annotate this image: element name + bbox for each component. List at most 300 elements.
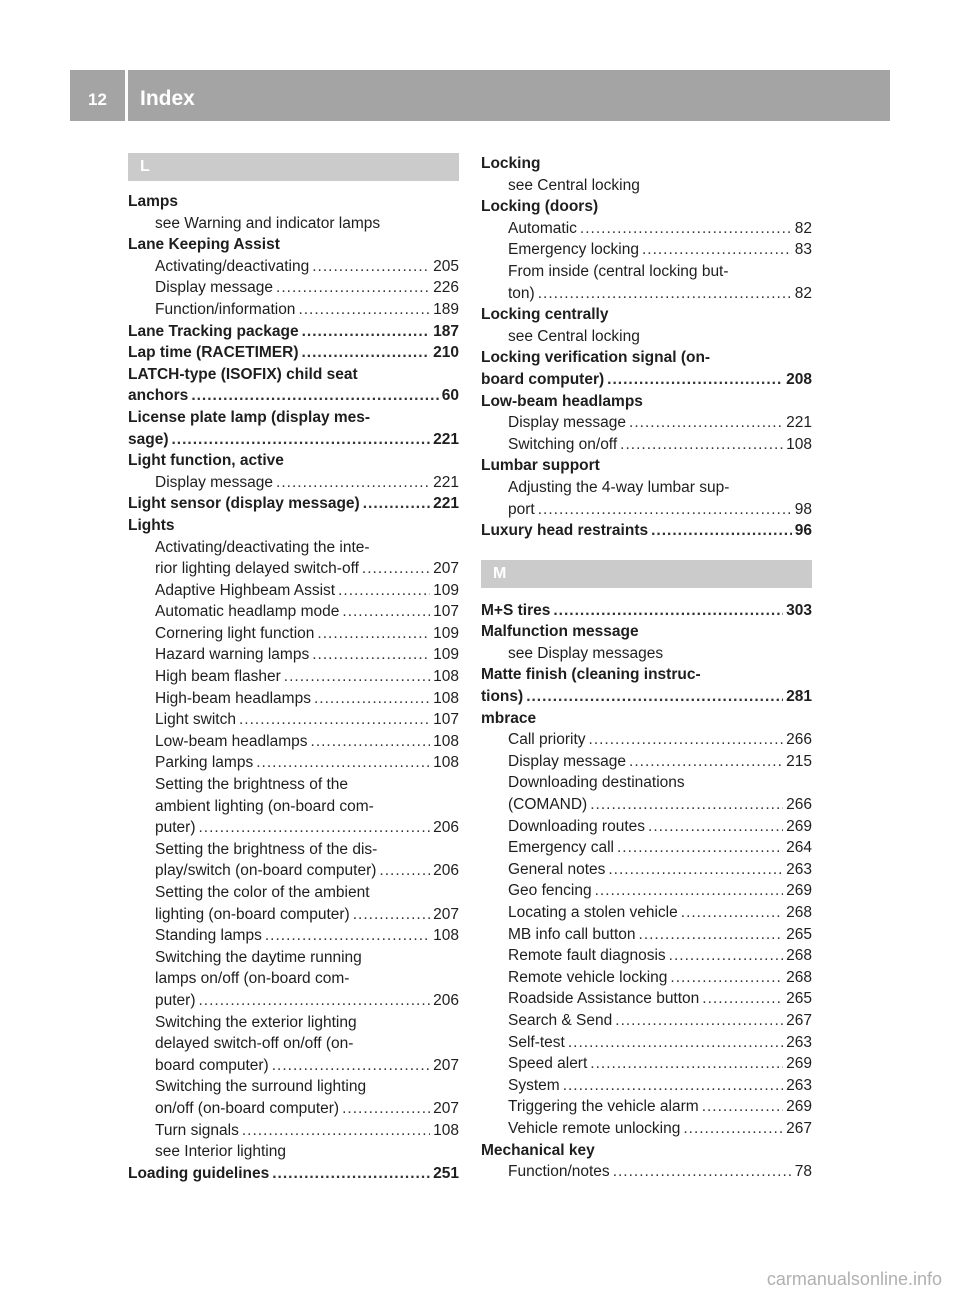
index-subentry [128,774,459,796]
entry-text: Lane Tracking package [128,322,299,340]
index-subentry [128,1076,459,1098]
entry-text: From inside (central locking but- [508,262,729,280]
entry-text: Setting the brightness of the [155,776,349,794]
entry-text: see Interior lighting [155,1143,286,1161]
index-subentry [128,925,459,947]
index-subentry [481,924,812,946]
leader-dots [589,729,784,751]
index-subentry [128,796,459,818]
entry-text: Cornering light function [155,624,315,642]
page-reference: 108 [433,927,459,945]
entry-text: on/off (on-board computer) [155,1099,340,1117]
entry-text: board computer) [155,1056,269,1074]
entry-text: Low-beam headlamps [155,732,308,750]
index-subentry [481,175,812,197]
entry-text: Switching the surround lighting [155,1078,367,1096]
index-subentry [128,1012,459,1034]
entry-text: Light sensor (display message) [128,495,360,513]
entry-text: Function/information [155,300,296,318]
index-subentry [481,261,812,283]
index-subentry [481,1032,812,1054]
index-subentry [481,412,812,434]
page-reference: 82 [794,284,812,302]
entry-text: Loading guidelines [128,1164,270,1182]
index-subentry [128,558,459,580]
page-reference: 208 [786,370,812,388]
page-reference: 98 [794,500,812,518]
leader-dots [199,817,431,839]
index-entry [481,1140,812,1162]
page-reference: 109 [433,624,459,642]
index-subentry [128,709,459,731]
leader-dots [256,752,430,774]
entry-text: see Central locking [508,176,640,194]
entry-text: Setting the color of the ambient [155,884,370,901]
index-subentry [481,837,812,859]
index-entry [128,429,459,451]
leader-dots [312,644,430,666]
page-reference: 189 [433,300,459,318]
page-reference: 96 [794,522,812,540]
leader-dots [311,731,431,753]
page-reference: 221 [786,414,812,432]
index-subentry [481,880,812,902]
entry-text: Geo fencing [508,882,592,900]
leader-dots [272,1163,430,1185]
page-reference: 108 [433,754,459,772]
page-reference: 207 [433,1099,459,1117]
index-subentry [128,904,459,926]
index-subentry [481,967,812,989]
page-reference: 263 [786,1076,812,1094]
index-entry [481,455,812,477]
index-entry [128,191,459,213]
entry-text: Automatic [508,219,577,237]
index-subentry [128,472,459,494]
index-entry [481,520,812,542]
leader-dots [590,794,783,816]
index-subentry [481,499,812,521]
entry-text: Locking centrally [481,306,609,324]
index-subentry [128,277,459,299]
index-subentry [481,434,812,456]
index-subentry [128,601,459,623]
page-reference: 82 [794,219,812,237]
page-reference: 266 [786,796,812,814]
index-entry [481,600,812,622]
index-subentry [128,256,459,278]
entry-text: Activating/deactivating the inte- [155,538,370,556]
entry-text: Lane Keeping Assist [128,236,280,254]
leader-dots [613,1161,792,1183]
entry-text: System [508,1076,560,1094]
entry-text: puter) [155,991,196,1009]
entry-text: Remote vehicle locking [508,968,668,986]
leader-dots [595,880,784,902]
index-subentry [481,945,812,967]
page-reference: 267 [786,1011,812,1029]
leader-dots [242,1120,430,1142]
index-column-left [128,153,459,1184]
leader-dots [681,902,783,924]
leader-dots [191,385,438,407]
page-reference: 303 [786,601,812,619]
index-entry [128,450,459,472]
leader-dots [702,1096,783,1118]
page-reference: 205 [433,257,459,275]
index-entry [481,196,812,218]
index-entry [128,407,459,429]
index-entry [481,347,812,369]
entry-text: Lumbar support [481,457,600,475]
leader-dots [362,558,430,580]
entry-text: Display message [155,473,274,491]
index-entry [128,364,459,386]
leader-dots [615,1010,783,1032]
page-reference: 215 [786,752,812,770]
entry-text: play/switch (on-board computer) [155,862,377,880]
entry-text: High beam flasher [155,668,281,686]
entry-text: Luxury head restraints [481,522,649,540]
entry-text: rior lighting delayed switch-off [155,560,359,578]
page-reference: 107 [433,711,459,729]
page-reference: 108 [433,732,459,750]
entry-text: License plate lamp (display mes- [128,408,371,426]
index-subentry [128,860,459,882]
leader-dots [683,1118,783,1140]
page-reference: 226 [433,279,459,297]
page-reference: 207 [433,1056,459,1074]
page-reference: 206 [433,862,459,880]
entry-text: Switching the daytime running [155,948,362,966]
index-entries-right-top [481,153,812,542]
page-reference: 206 [433,991,459,1009]
index-subentry [128,213,459,235]
entry-text: Parking lamps [155,754,254,772]
entry-text: High-beam headlamps [155,689,311,707]
leader-dots [702,988,783,1010]
index-subentry [481,1096,812,1118]
header-divider [125,70,128,121]
leader-dots [342,1098,430,1120]
entry-text: Downloading routes [508,817,646,835]
entry-text: Light function, active [128,452,284,470]
entry-text: anchors [128,387,189,405]
entry-text: Switching on/off [508,435,618,453]
leader-dots [363,493,430,515]
entry-text: see Warning and indicator lamps [155,214,381,232]
entry-text: Malfunction message [481,623,639,641]
entry-text: Emergency call [508,839,614,857]
leader-dots [670,967,783,989]
entry-text: Hazard warning lamps [155,646,310,664]
page-reference: 207 [433,905,459,923]
page-reference: 269 [786,882,812,900]
page-reference: 221 [433,473,459,491]
index-subentry [481,794,812,816]
leader-dots [553,600,783,622]
page-reference: 206 [433,819,459,837]
page-reference: 60 [441,387,459,405]
index-subentry [481,643,812,665]
index-entry [128,1163,459,1185]
page-reference: 221 [433,430,459,448]
entry-text: Vehicle remote unlocking [508,1119,681,1137]
index-subentry [481,859,812,881]
index-entries-left [128,191,459,1184]
leader-dots [199,990,431,1012]
page-reference: 210 [433,344,459,362]
page-reference: 109 [433,646,459,664]
entry-text: M+S tires [481,601,551,619]
leader-dots [284,666,430,688]
index-subentry [128,990,459,1012]
leader-dots [276,277,430,299]
leader-dots [648,816,783,838]
index-entry [128,321,459,343]
index-subentry [481,816,812,838]
index-subentry [128,1098,459,1120]
leader-dots [629,751,783,773]
entry-text: see Display messages [508,644,664,662]
index-subentry [481,1161,812,1183]
leader-dots [317,623,430,645]
index-subentry [481,477,812,499]
entry-text: Lamps [128,193,178,210]
index-subentry [481,772,812,794]
watermark: carmanualsonline.info [766,1269,942,1289]
entry-text: Switching the exterior lighting [155,1013,357,1031]
page-reference: 268 [786,968,812,986]
page-reference: 265 [786,925,812,943]
page-reference: 268 [786,947,812,965]
leader-dots [651,520,792,542]
entry-text: lighting (on-board computer) [155,905,350,923]
index-subentry [128,839,459,861]
leader-dots [265,925,430,947]
entry-text: sage) [128,430,169,448]
page-reference: 266 [786,731,812,749]
leader-dots [620,434,783,456]
index-entry [481,664,812,686]
page-reference: 281 [786,688,812,706]
index-entry [481,708,812,730]
page-reference: 268 [786,904,812,921]
entry-text: Matte finish (cleaning instruc- [481,666,701,684]
entry-text: MB info call button [508,925,636,943]
page-number: 12 [88,90,107,109]
page-reference: 108 [433,1121,459,1139]
entry-text: Light switch [155,711,236,729]
entry-text: Search & Send [508,1011,613,1029]
index-entries-right-bottom [481,600,812,1183]
entry-text: Activating/deactivating [155,257,310,275]
entry-text: board computer) [481,370,605,388]
leader-dots [538,283,792,305]
entry-text: Display message [508,414,627,432]
entry-text: Lights [128,516,175,534]
page-reference: 269 [786,1055,812,1073]
index-subentry [128,882,459,904]
entry-text: Standing lamps [155,927,262,945]
entry-text: Locating a stolen vehicle [508,904,678,921]
entry-text: Locking [481,155,541,172]
index-entry [128,234,459,256]
index-entry [128,342,459,364]
leader-dots [239,709,430,731]
leader-dots [580,218,792,240]
entry-text: Triggering the vehicle alarm [508,1098,699,1116]
leader-dots [312,256,430,278]
index-subentry [128,623,459,645]
entry-text: Lap time (RACETIMER) [128,344,299,362]
index-entry [481,621,812,643]
leader-dots [526,686,783,708]
leader-dots [607,369,783,391]
page-reference: 269 [786,1098,812,1116]
entry-text: tions) [481,688,524,706]
entry-text: Adaptive Highbeam Assist [155,581,336,599]
entry-text: Mechanical key [481,1141,595,1159]
entry-text: Speed alert [508,1055,588,1073]
index-subentry [481,239,812,261]
entry-text: Function/notes [508,1163,610,1181]
leader-dots [338,580,430,602]
entry-text: Call priority [508,731,586,749]
leader-dots [302,321,431,343]
entry-text: Display message [155,279,274,297]
entry-text: see Central locking [508,327,640,345]
page-reference: 83 [794,241,812,259]
entry-text: Setting the brightness of the dis- [155,840,378,858]
index-entry [481,369,812,391]
leader-dots [276,472,430,494]
leader-dots [642,239,792,261]
index-subentry [128,580,459,602]
entry-text: Locking verification signal (on- [481,349,711,367]
leader-dots [538,499,792,521]
page-reference: 263 [786,860,812,878]
index-entry [481,391,812,413]
index-subentry [128,1055,459,1077]
index-subentry [128,537,459,559]
leader-dots [608,859,783,881]
entry-text: Remote fault diagnosis [508,947,666,965]
entry-text: Display message [508,752,627,770]
index-subentry [481,988,812,1010]
index-subentry [481,1053,812,1075]
index-subentry [481,902,812,924]
entry-text: Self-test [508,1033,565,1051]
leader-dots [629,412,783,434]
leader-dots [379,860,430,882]
page-reference: 108 [433,668,459,686]
index-subentry [128,968,459,990]
index-subentry [481,326,812,348]
index-subentry [481,1118,812,1140]
leader-dots [563,1075,783,1097]
index-subentry [128,666,459,688]
leader-dots [568,1032,783,1054]
index-column-right [481,153,812,1183]
leader-dots [639,924,784,946]
page-reference: 108 [786,435,812,453]
entry-text: (COMAND) [508,796,588,814]
index-subentry [128,731,459,753]
entry-text: Automatic headlamp mode [155,603,340,621]
index-subentry [481,1075,812,1097]
index-subentry [128,1033,459,1055]
entry-text: ambient lighting (on-board com- [155,797,374,815]
leader-dots [342,601,430,623]
index-subentry [128,688,459,710]
entry-text: Turn signals [155,1121,239,1139]
leader-dots [272,1055,430,1077]
entry-text: Adjusting the 4-way lumbar sup- [508,478,730,496]
entry-text: General notes [508,860,606,878]
leader-dots [669,945,783,967]
leader-dots [298,299,430,321]
page-reference: 78 [794,1163,812,1181]
index-entry [128,385,459,407]
page-reference: 187 [433,322,459,340]
page-reference: 264 [786,839,812,857]
index-entry [481,153,812,175]
index-subentry [481,729,812,751]
index-subentry [481,283,812,305]
page-reference: 109 [433,581,459,599]
leader-dots [590,1053,783,1075]
entry-text: puter) [155,819,196,837]
index-entry [128,515,459,537]
page-reference: 251 [433,1164,459,1182]
index-subentry [481,218,812,240]
index-entry [481,304,812,326]
entry-text: delayed switch-off on/off (on- [155,1035,354,1053]
page-reference: 207 [433,560,459,578]
leader-dots [302,342,431,364]
entry-text: ton) [508,284,535,302]
index-entry [128,493,459,515]
index-subentry [128,1141,459,1163]
entry-text: port [508,500,535,518]
entry-text: LATCH-type (ISOFIX) child seat [128,365,358,383]
section-heading-m: M [481,560,812,588]
entry-text: mbrace [481,709,537,727]
entry-text: Emergency locking [508,241,639,259]
leader-dots [617,837,783,859]
page-reference: 108 [433,689,459,707]
page-title: Index [140,87,195,110]
index-subentry [481,1010,812,1032]
entry-text: lamps on/off (on-board com- [155,970,350,988]
entry-text: Downloading destinations [508,774,685,792]
index-entry [481,686,812,708]
index-subentry [128,1120,459,1142]
entry-text: Locking (doors) [481,198,599,216]
entry-text: Low-beam headlamps [481,392,643,410]
page-reference: 221 [433,495,459,513]
entry-text: Roadside Assistance button [508,990,700,1008]
section-heading-l: L [128,153,459,181]
page-reference: 269 [786,817,812,835]
page-reference: 263 [786,1033,812,1051]
index-subentry [128,947,459,969]
page-reference: 267 [786,1119,812,1137]
index-subentry [128,299,459,321]
page-reference: 265 [786,990,812,1008]
index-subentry [481,751,812,773]
